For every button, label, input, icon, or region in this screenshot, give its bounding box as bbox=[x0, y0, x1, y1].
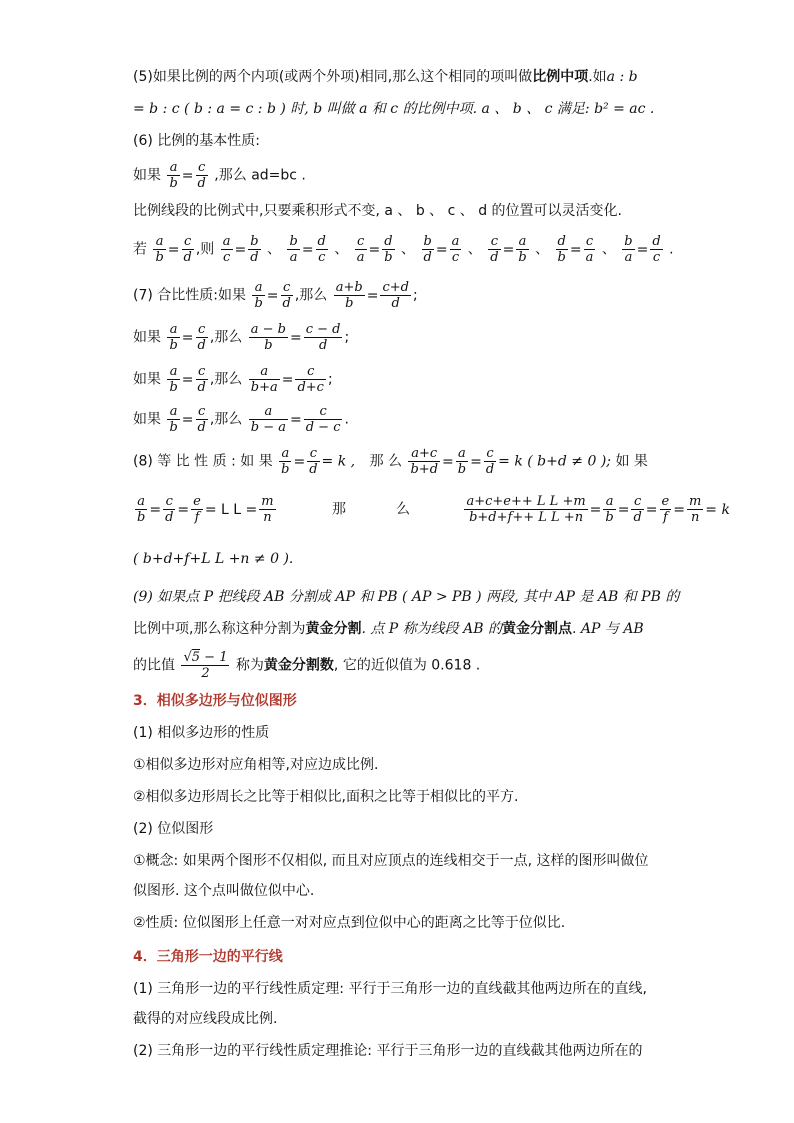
s4-item1b: 截得的对应线段成比例. bbox=[133, 1011, 278, 1027]
p8-dots: = L L = bbox=[204, 501, 258, 518]
p6-prefix: 如果 bbox=[133, 167, 161, 184]
p7-then3: ,那么 bbox=[209, 371, 243, 388]
p8-den-dots: + L L + bbox=[523, 510, 575, 525]
p9-line3 bbox=[133, 650, 480, 681]
p5-ratio: a : b bbox=[606, 69, 638, 85]
p8-num-dots: + L L + bbox=[521, 494, 574, 509]
p7-then: ,那么 bbox=[294, 287, 328, 304]
p7-line3: 如果 $\frac{a}{b}$ = $\frac{c}{d}$ ,那么 $\frac{a}{b+a}$ = $\frac{c}{d+c}$ ; bbox=[133, 364, 333, 395]
frac-c-d: $\frac{c}{d}$ bbox=[197, 160, 206, 191]
section-3-title: 3．相似多边形与位似图形 bbox=[133, 693, 297, 709]
s3-item1: ①相似多边形对应角相等,对应边成比例. bbox=[133, 757, 379, 773]
s4-item1a: (1) 三角形一边的平行线性质定理: 平行于三角形一边的直线截其他两边所在的直线, bbox=[133, 981, 647, 997]
p9-l3b: 称为 bbox=[235, 657, 264, 674]
p8-line1: (8) 等 比 性 质 : 如 果 $\frac{a}{b}$ = $\frac{c}{d}$ = k , 那 么 $\frac{a+c}{b+d}$ = $\frac{a}{b}$ = $\frac{c}{d}$ = k ( b+d ≠ 0 ); 如 果 bbox=[133, 446, 648, 477]
p9-line2 bbox=[133, 618, 644, 640]
p6-suffix: ,那么 ad=bc . bbox=[214, 167, 306, 184]
p7-then2: ,那么 bbox=[209, 329, 243, 346]
p8-k: = k , bbox=[321, 453, 356, 470]
p8-me: 么 bbox=[396, 501, 411, 518]
p9-line1: (9) 如果点 P 把线段 AB 分割成 AP 和 PB ( AP > PB ) 两段, 其中 AP 是 AB 和 PB 的 bbox=[133, 589, 680, 605]
p8-heading: (8) 等 比 性 质 : 如 果 bbox=[133, 453, 273, 470]
p9-golden-point: 黄金分割点 bbox=[501, 621, 572, 637]
p7-then4: ,那么 bbox=[209, 411, 243, 428]
p8-then: 那 么 bbox=[369, 453, 403, 470]
p6-ze: ,则 bbox=[195, 241, 215, 258]
p5-line2-text: = b : c ( b : a = c : b ) 时, b 叫做 a 和 c 的比例中项. a 、 b 、 c 满足: b² = ac . bbox=[133, 101, 655, 117]
section-4-title: 4．三角形一边的平行线 bbox=[133, 949, 283, 965]
frac-a-b: $\frac{a}{b}$ bbox=[169, 160, 178, 191]
p8-line2: $\frac{a}{b}$ = $\frac{c}{d}$ = $\frac{e}{f}$ = L L = $\frac{m}{n}$ 那 么 $\frac{\text{a+c+e++ L L +m}}{\text{b+d+f++ L L +n}}$ = $\frac{a}{b}$ = $\frac{c}{d}$ = $\frac{e}{f}$ = $\frac{m}{n}$ = k bbox=[137, 494, 730, 525]
p5-term: 比例中项 bbox=[532, 69, 589, 85]
s3-sub1: (1) 相似多边形的性质 bbox=[133, 725, 270, 741]
p5-text2: .如 bbox=[588, 69, 607, 85]
p7-semi: ; bbox=[412, 287, 418, 304]
p7-line4: 如果 $\frac{a}{b}$ = $\frac{c}{d}$ ,那么 $\frac{a}{b - a}$ = $\frac{c}{d - c}$ . bbox=[133, 404, 349, 435]
p5-line1 bbox=[133, 66, 638, 88]
p9-golden-number: 黄金分割数 bbox=[263, 657, 334, 674]
p6-note: 比例线段的比例式中,只要乘积形式不变, a 、 b 、 c 、 d 的位置可以灵活变化. bbox=[133, 203, 623, 219]
s3-item2: ②相似多边形周长之比等于相似比,面积之比等于相似比的平方. bbox=[133, 789, 519, 805]
p9-l2b: . 点 P 称为线段 AB 的 bbox=[361, 621, 502, 637]
s3-sub2: (2) 位似图形 bbox=[133, 821, 214, 837]
s3-item3b: 似图形. 这个点叫做位似中心. bbox=[133, 883, 315, 899]
p8-na: 那 bbox=[332, 501, 347, 518]
p9-l3a: 的比值 bbox=[133, 657, 175, 674]
p7-line1: (7) 合比性质:如果 $\frac{a}{b}$ = $\frac{c}{d}$ ,那么 $\frac{a+b}{b}$ = $\frac{c+d}{d}$ ; bbox=[133, 280, 418, 311]
p8-cond2: ( b+d+f+L L +n ≠ 0 ). bbox=[133, 551, 294, 567]
p7-heading: (7) 合比性质:如果 bbox=[133, 287, 246, 304]
p7-dot: . bbox=[344, 411, 349, 428]
p5-line2 bbox=[133, 98, 654, 120]
p9-l2a: 比例中项,那么称这种分割为 bbox=[133, 621, 306, 637]
p5-text: (5)如果比例的两个内项(或两个外项)相同,那么这个相同的项叫做 bbox=[133, 69, 533, 85]
p9-l3c: , 它的近似值为 0.618 . bbox=[333, 657, 481, 674]
p6-rule: 如果 $\frac{a}{b}$ = $\frac{c}{d}$ ,那么 ad=bc . bbox=[133, 160, 306, 191]
s3-item4: ②性质: 位似图形上任意一对对应点到位似中心的距离之比等于位似比. bbox=[133, 915, 566, 931]
p7-line2: 如果 $\frac{a}{b}$ = $\frac{c}{d}$ ,那么 $\frac{a - b}{b}$ = $\frac{c - d}{d}$ ; bbox=[133, 322, 350, 353]
frac-golden: $\frac{√5 - 1}{2}$ bbox=[183, 650, 228, 681]
p6-heading: (6) 比例的基本性质: bbox=[133, 133, 260, 149]
p7-prefix3: 如果 bbox=[133, 371, 161, 388]
s4-item2a: (2) 三角形一边的平行线性质定理推论: 平行于三角形一边的直线截其他两边所在的 bbox=[133, 1043, 643, 1059]
p8-cond1: = k ( b+d ≠ 0 ); bbox=[498, 453, 612, 470]
p6-ruo: 若 bbox=[133, 241, 147, 258]
p7-prefix2: 如果 bbox=[133, 329, 161, 346]
p9-golden-split: 黄金分割 bbox=[305, 621, 362, 637]
p7-semi2: ; bbox=[344, 329, 350, 346]
p9-l2c: . AP 与 AB bbox=[571, 621, 644, 637]
p7-semi3: ; bbox=[327, 371, 333, 388]
s3-item3a: ①概念: 如果两个图形不仅相似, 而且对应顶点的连线相交于一点, 这样的图形叫做位 bbox=[133, 853, 649, 869]
p7-prefix4: 如果 bbox=[133, 411, 161, 428]
p6-variants: 若 $\frac{a}{b}$ = $\frac{c}{d}$ ,则 $\frac{a}{c}$ = $\frac{b}{d}$ 、 $\frac{b}{a}$ = $\frac{d}{c}$ 、 $\frac{c}{a}$ = $\frac{d}{b}$ 、 $\frac{b}{d}$ = $\frac{a}{c}$ 、 $\frac{c}{d}$ = $\frac{a}{b}$ 、 $\frac{d}{b}$ = $\frac{c}{a}$ 、 $\frac{b}{a}$ = $\frac{d}{c}$ . bbox=[133, 234, 674, 265]
p8-ruguo: 如 果 bbox=[615, 453, 648, 470]
